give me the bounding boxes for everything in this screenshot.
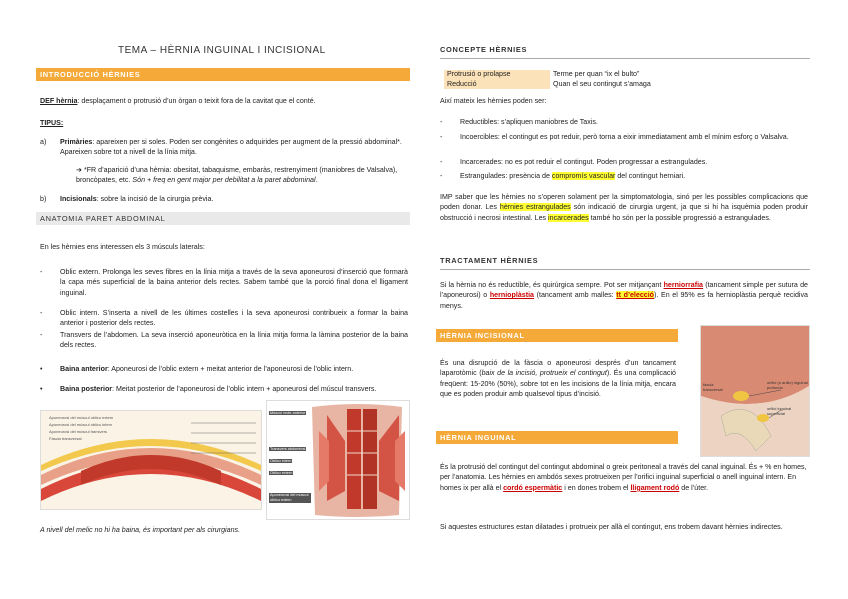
- concept-table: [444, 70, 654, 89]
- classif-incoercibles: [460, 132, 810, 142]
- tipus-a-text: : apareixen per si soles. Poden ser congènites o adquirides per augment de la pressió abdominal*. Apareixen sobre tot a nivell de la línia mitja.: [60, 138, 402, 157]
- tract-text: (tancament simple per sutura de l’aponeurosi) o: [440, 281, 808, 300]
- term-herniorrafia: herniorrafia: [663, 281, 703, 289]
- baina-posterior: [60, 384, 408, 394]
- muscle-oblic-extern: Oblic extern. Prolonga les seves fibres en la línia mitja a través de la seva aponeurosi d’inserció que formarà la capa més superficial de la baina anterior dels rectes. Sabem també que la porció final dona el lligament inguinal.: [60, 268, 408, 297]
- table-row: [444, 80, 654, 90]
- classif-incarcerades: [460, 157, 810, 167]
- definition: [40, 96, 408, 106]
- ing-text: i en dones trobem el: [562, 483, 631, 492]
- tractament-paragraph: [440, 280, 808, 311]
- inguinal-paragraph: [440, 462, 808, 493]
- def-label: DEF hèrnia: [40, 97, 78, 105]
- figure-inguinal: [700, 325, 810, 457]
- highlight: compromís vascular: [551, 172, 616, 180]
- figure-cross-section: [40, 410, 262, 510]
- tract-text: ). En el 95% es fa hernioplàstia perquè recidiva menys.: [440, 291, 808, 310]
- classif-label: Incarcerades: [460, 158, 502, 166]
- term-hernioplastia: hernioplàstia: [489, 291, 534, 300]
- classif-label: Incoercibles: [460, 133, 498, 141]
- classif-label: Reductibles: [460, 118, 498, 126]
- table-row: [444, 70, 654, 80]
- fig-label: orifici (o anillo) inguinal profundo: [767, 380, 808, 390]
- bullet-dot: •: [40, 365, 43, 373]
- anatomy-caption: A nivell del melic no hi ha baina, és important per als cirurgians.: [40, 526, 241, 534]
- classif-bullet: -: [440, 172, 443, 180]
- imp-paragraph: [440, 192, 808, 223]
- fig-label: Aponeurosi del múscul transvers: [49, 429, 108, 434]
- highlight: incarcerades: [548, 213, 589, 222]
- imp-text: també ho són per la possible progressió a estrangulades.: [588, 213, 771, 222]
- classif-text: : no es pot reduir el contingut. Poden progressar a estrangulades.: [501, 158, 708, 166]
- section-header-concepte: CONCEPTE HÈRNIES: [440, 45, 810, 59]
- tipus-b-marker: b): [40, 195, 47, 203]
- tipus-primaries: [60, 137, 408, 158]
- table-cell-label: Reducció: [444, 80, 550, 90]
- classif-text: : presència de: [505, 172, 552, 180]
- muscle-bullet: -: [40, 268, 43, 276]
- def-text: : desplaçament o protrusió d’un òrgan o teixit fora de la cavitat que el conté.: [77, 97, 316, 105]
- ing-text: És la protrusió del contingut del contingut abdominal o greix peritoneal a través del canal inguinal. És + % en homes, per l’anatomia. Les hèrnies en ambdós sexes protrueixen per l’orifici inguinal superficial o anell inguinal intern. En homes ix per allà el: [440, 463, 807, 492]
- highlight: hèrnies estrangulades: [499, 203, 571, 212]
- tipus-b-label: Incisionals: [60, 195, 97, 203]
- section-header-inguinal: HÈRNIA INGUINAL: [436, 431, 678, 444]
- baina-post-label: Baina posterior: [60, 385, 113, 393]
- figure-abdominal-muscles: [266, 400, 410, 520]
- fig-label: Transvers abdominal: [270, 447, 306, 451]
- risk-factors: [76, 165, 408, 186]
- muscle-bullet: -: [40, 331, 43, 339]
- fig-label: Múscul recte anterior: [270, 411, 306, 415]
- tipus-incisionals: [60, 194, 408, 204]
- fr-text: *FR d’aparició d’una hèrnia: obesitat, tabaquisme, embaràs, restrenyiment (maniobres de Valsalva), broncòpates, etc.: [76, 166, 398, 185]
- muscle-oblic-intern: Oblic intern. S’inserta a nivell de les últimes costelles i la seva aponeurosi contribueix a formar la baina anterior i posterior dels rectes.: [60, 309, 408, 328]
- fig-label: Oblicu intern: [270, 459, 292, 463]
- classif-bullet: -: [440, 158, 443, 166]
- tipus-a-marker: a): [40, 138, 47, 146]
- bullet-dot: •: [40, 385, 43, 393]
- imp-text: són indicació de cirurgia urgent, ja que si hi ha isquèmia poden produir obstrucció i necrosi intestinal. Les: [440, 203, 808, 222]
- baina-anterior: [60, 364, 408, 374]
- tipus-b-text: : sobre la incisió de la cirurgia prèvia.: [96, 195, 214, 203]
- classif-bullet: -: [440, 133, 443, 141]
- incis-italic: baix de la incisió, protrueix el contingut: [481, 369, 607, 378]
- table-cell-label: Protrusió o prolapse: [444, 70, 550, 80]
- classif-estrangulades: [460, 171, 810, 181]
- classif-bullet: -: [440, 118, 443, 126]
- section-header-tractament: TRACTAMENT HÈRNIES: [440, 256, 810, 270]
- highlight: tt d’elecció: [616, 291, 655, 300]
- page-title: TEMA – HÈRNIA INGUINAL I INCISIONAL: [118, 45, 326, 56]
- tipus-label: TIPUS:: [40, 119, 64, 127]
- section-header-anatomia: ANATOMIA PARET ABDOMINAL: [36, 212, 410, 225]
- classif-text: : el contingut es pot reduir, però torna a eixir immediatament amb el mínim esforç o Valsalva.: [497, 133, 789, 141]
- table-cell-value: Terme per quan “ix el bulto”: [553, 70, 640, 78]
- table-cell-value: Quan el seu contingut s’amaga: [553, 79, 651, 88]
- incis-text: És una disrupció de la fàscia o aponeurosi després d’un tancament laparotòmic (: [440, 359, 676, 378]
- tract-text: (tancament amb malles:: [534, 291, 617, 300]
- fr-italic: Són + freq en gent major per debilitat a la paret abdominal.: [132, 176, 318, 185]
- section-header-incisional: HÈRNIA INCISIONAL: [436, 329, 678, 342]
- ing-text: de l’úter.: [679, 483, 709, 492]
- baina-ant-label: Baina anterior: [60, 365, 108, 373]
- imp-text: IMP saber que les hèrnies no s’operen solament per la simptomatologia, sinó per les possibles complicacions que poden donar. Les: [440, 193, 808, 212]
- inguinal-paragraph-2: Si aquestes estructures estan dilatades i protrueix per allà el contingut, ens trobem davant hèrnies indirectes.: [440, 523, 783, 531]
- classif-tail: del contingut herniari.: [615, 172, 686, 180]
- arrow-icon: ➔: [76, 166, 82, 174]
- fig-label: orifici inguinal superficial: [767, 406, 792, 416]
- incis-text: ). És una complicació freqüent: 15-20% (50%), sobre tot en les incisions de la línia mitja, encara que es poden produir amb qualsevol tipus d’incisió.: [440, 369, 676, 399]
- anat-intro: En les hèrnies ens interessen els 3 músculs laterals:: [40, 243, 205, 251]
- muscle-bullet: -: [40, 309, 43, 317]
- fig-label: fàscia transversal: [703, 382, 723, 392]
- fig-label: Fàscia transversal: [49, 436, 82, 441]
- tract-text: Si la hèrnia no és reductible, és quirúrgica sempre. Pot ser mitjançant: [440, 281, 664, 289]
- classif-reductibles: [460, 117, 810, 127]
- fig-label: Aponeurosi del múscul oblicu extern: [269, 493, 311, 503]
- baina-ant-text: : Aponeurosi de l’oblic extern + meitat anterior de l’aponeurosi de l’oblic intern.: [107, 365, 354, 373]
- section-header-intro: INTRODUCCIÓ HÈRNIES: [36, 68, 410, 81]
- classif-text: : s’apliquen maniobres de Taxis.: [497, 118, 598, 126]
- term-cordo: cordó espermàtic: [503, 483, 563, 492]
- incisional-paragraph: [440, 358, 676, 400]
- baina-post-text: : Meitat posterior de l’aponeurosi de l’oblic intern + aponeurosi del múscul transvers.: [112, 385, 377, 393]
- term-lligament: lligament rodó: [630, 483, 680, 492]
- classif-intro: Així mateix les hèrnies poden ser:: [440, 97, 547, 105]
- classif-label: Estrangulades: [460, 172, 506, 180]
- muscle-transvers: Transvers de l’abdomen. La seva inserció aponeuròtica en la línia mitja forma la làmina posterior de la baina dels rectes.: [60, 331, 408, 350]
- tipus-a-label: Primàries: [60, 138, 93, 146]
- fig-label: Aponeurosi del múscul oblicu extern: [49, 415, 114, 420]
- fig-label: Aponeurosi del múscul oblicu intern: [49, 422, 113, 427]
- fig-label: Oblicu extern: [270, 471, 293, 475]
